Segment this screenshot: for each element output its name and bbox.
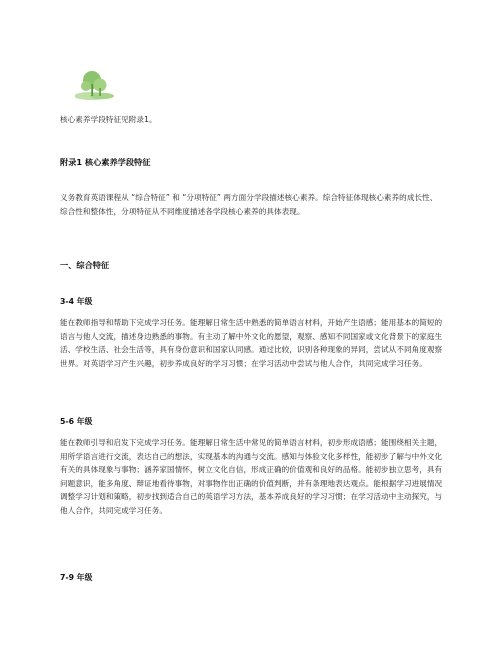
stage-title: 5-6 年级 — [60, 417, 93, 426]
section-title: 一、综合特征 — [60, 260, 110, 270]
stage-paragraph: 能在教师指导和帮助下完成学习任务。能理解日常生活中熟悉的简单语言材料，开始产生语感；能用基本的简短的语言与他人交流，描述身边熟悉的事物。有主动了解中外文化的愿望，观察、感知不同国家或文化背景下的家庭生活、学校生活、社会生活等，具有身份意识和国家认同感。通过比较，识别各种现象的异同，尝试从不同角度观察世界。对英语学习产生兴趣，初步养成良好的学习习惯；在学习活动中尝试与他人合作，共同完成学习任务。 — [60, 318, 443, 368]
appendix-title: 附录1 核心素养学段特征 — [60, 157, 151, 167]
stage-title: 3-4 年级 — [60, 297, 93, 306]
intro-paragraph: 义务教育英语课程从 “综合特征” 和 “分项特征” 两方面分学段描述核心素养。综合特征体现核心素养的成长性、综合性和整体性，分项特征从不同维度描述各学段核心素养的具体表现。 — [60, 193, 438, 216]
tree-logo-icon — [75, 66, 115, 102]
stage-paragraph: 能在教师引导和启发下完成学习任务。能理解日常生活中常见的简单语言材料，初步形成语感；能围绕相关主题，用所学语言进行交流，表达自己的想法，实现基本的沟通与交流。感知与体验文化多样性，能初步了解与中外文化有关的具体现象与事物；涵养家国情怀，树立文化自信，形成正确的价值观和良好的品格。能初步独立思考，具有问题意识，能多角度、辩证地看待事物，对事物作出正确的价值判断，并有条理地表达观点。能根据学习进展情况调整学习计划和策略，初步找到适合自己的英语学习方法，基本养成良好的学习习惯；在学习活动中主动探究，与他人合作，共同完成学习任务。 — [60, 438, 443, 515]
stage-title: 7-9 年级 — [60, 573, 93, 582]
intro-line: 核心素养学段特征见附录1。 — [60, 115, 157, 124]
